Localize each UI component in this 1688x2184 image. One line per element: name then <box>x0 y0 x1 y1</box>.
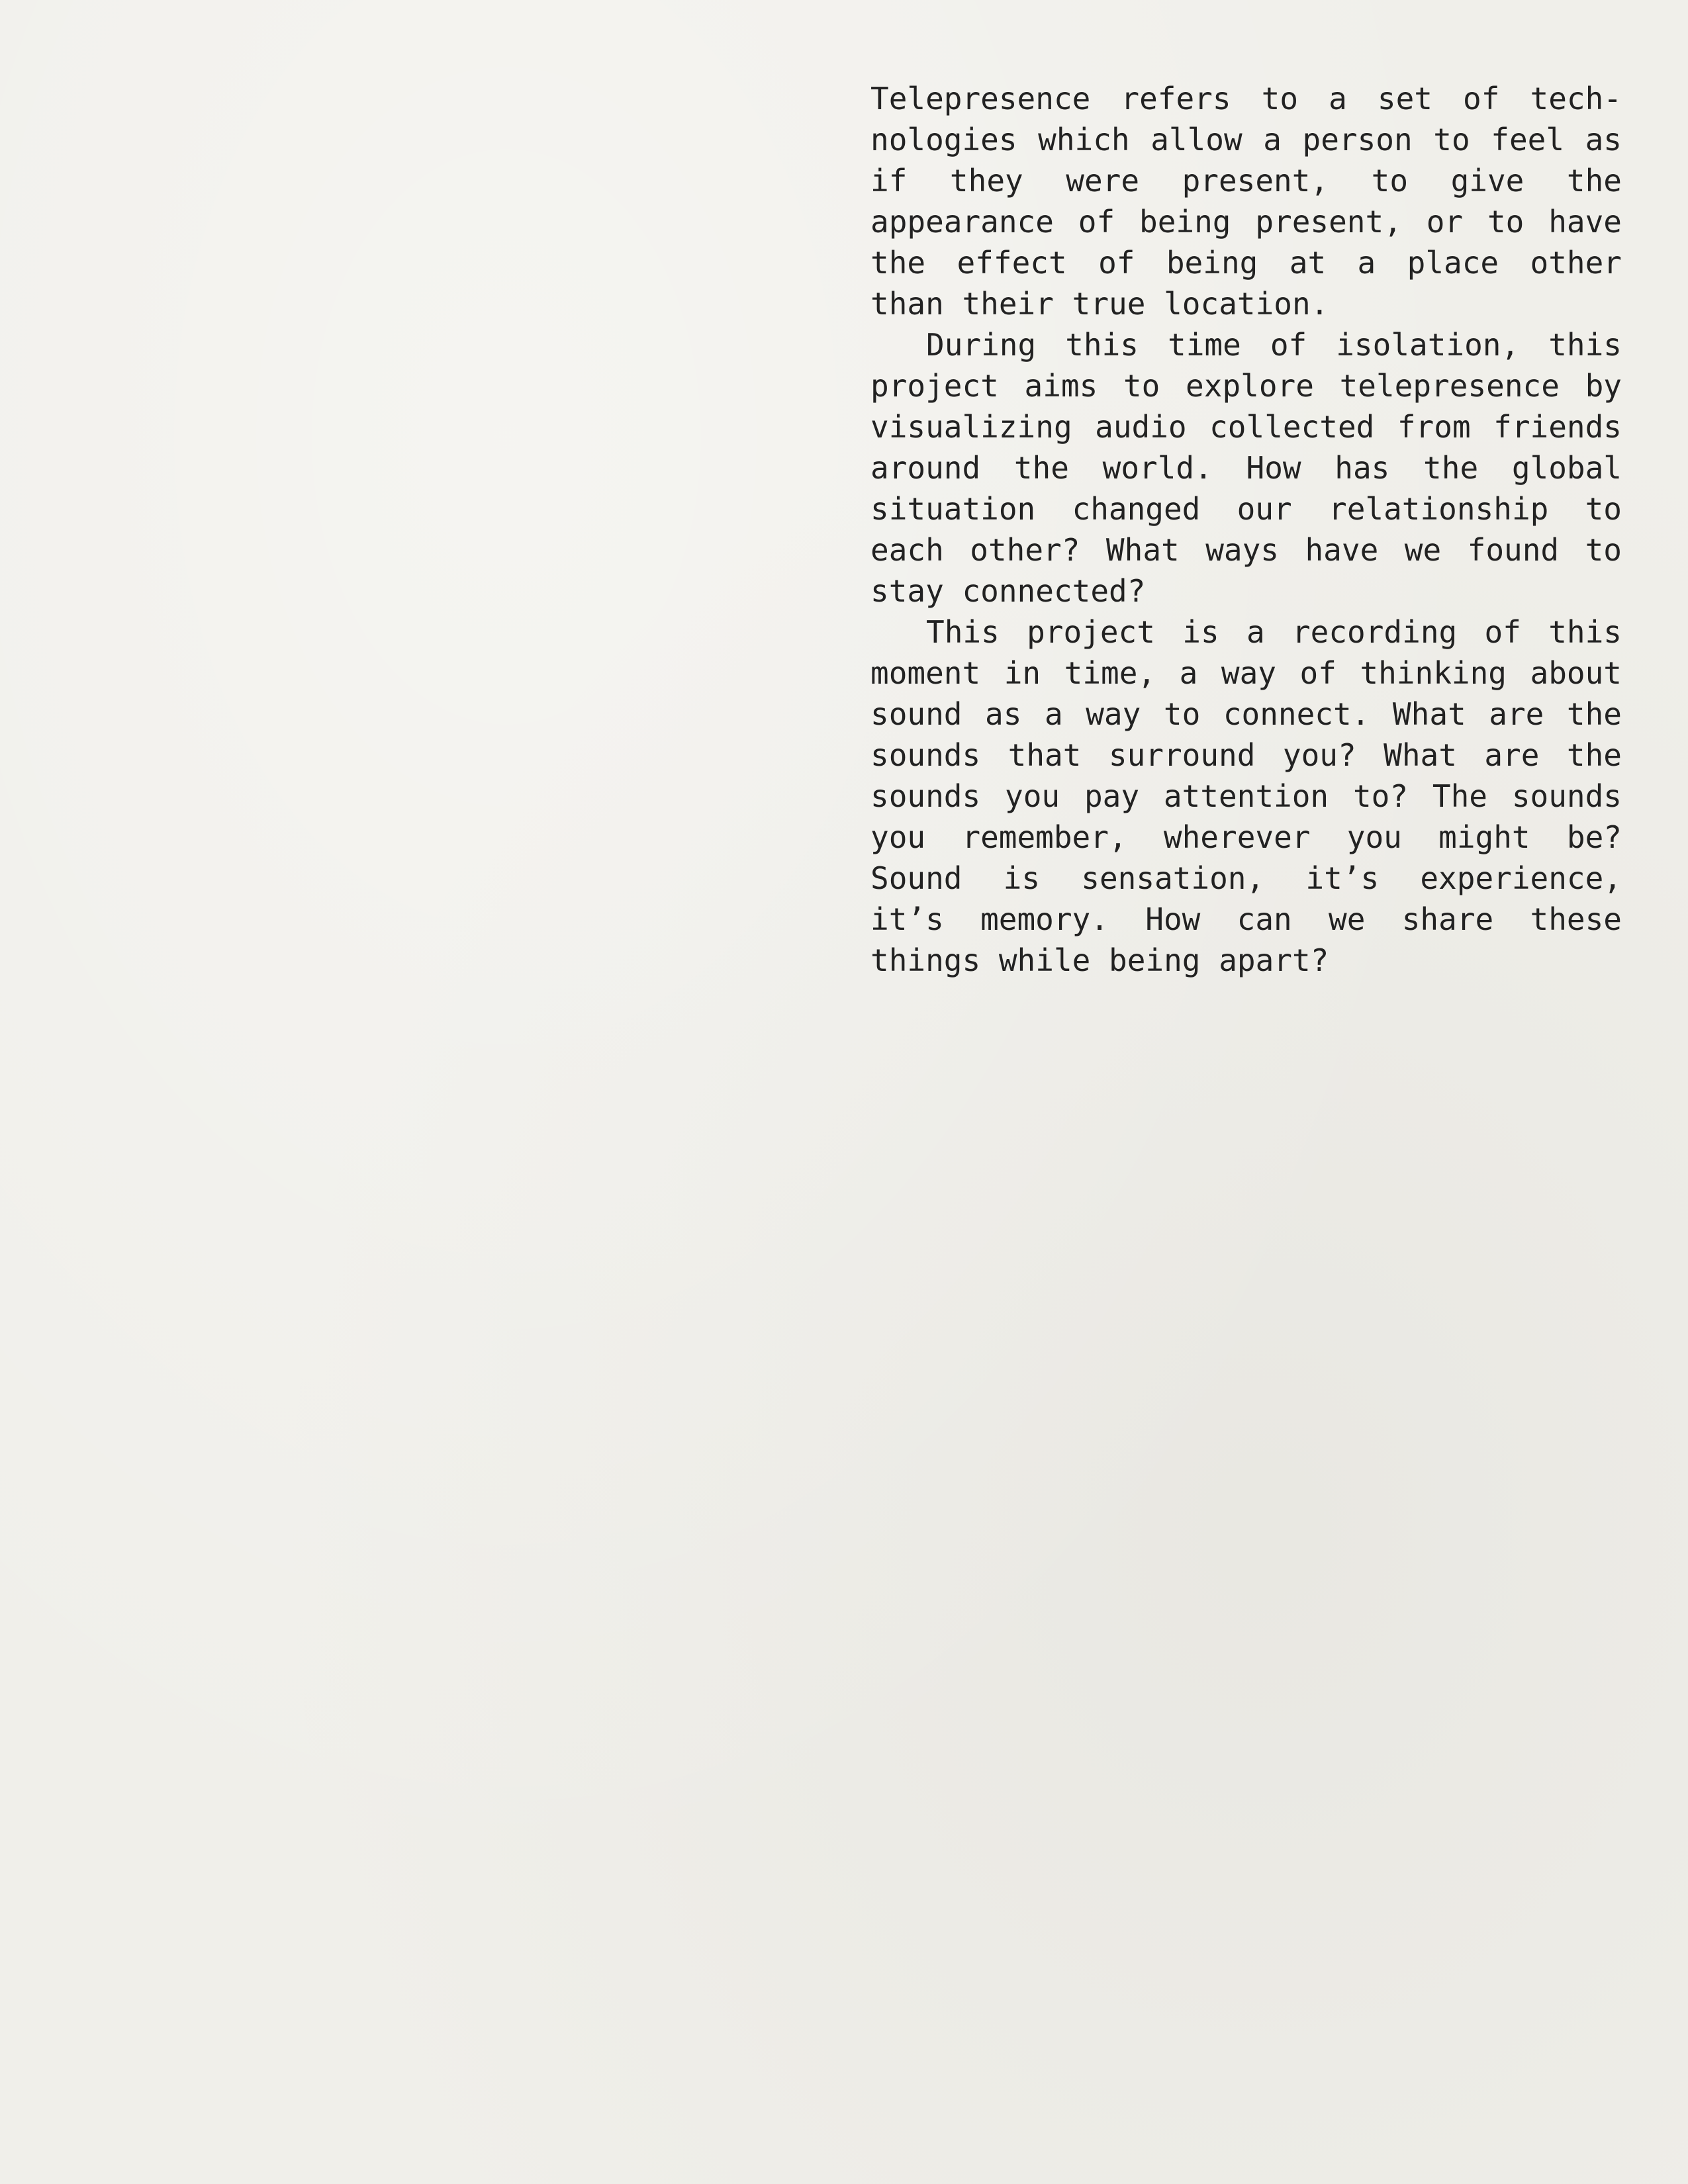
text-column <box>870 78 1622 981</box>
paragraph-sound-as-connection: This project is a recording of this moment in time, a way of thinking about sound as a way to connect. What are the sounds that surround you? What are the sounds you pay attention to? The sounds you remember, wherever you might be? Sound is sensation, it’s experience, it’s memory. How can we share these things while being apart? <box>870 614 1622 978</box>
paragraph-telepresence-definition: Telepresence refers to a set of technologies which allow a person to feel as if they were present, to give the appearance of being present, or to have the effect of being at a place other than their true location. <box>870 81 1622 322</box>
paragraph-project-aims: During this time of isolation, this project aims to explore telepresence by visualizing audio collected from friends around the world. How has the global situation changed our relationship to each other? What ways have we found to stay connected? <box>870 327 1622 609</box>
